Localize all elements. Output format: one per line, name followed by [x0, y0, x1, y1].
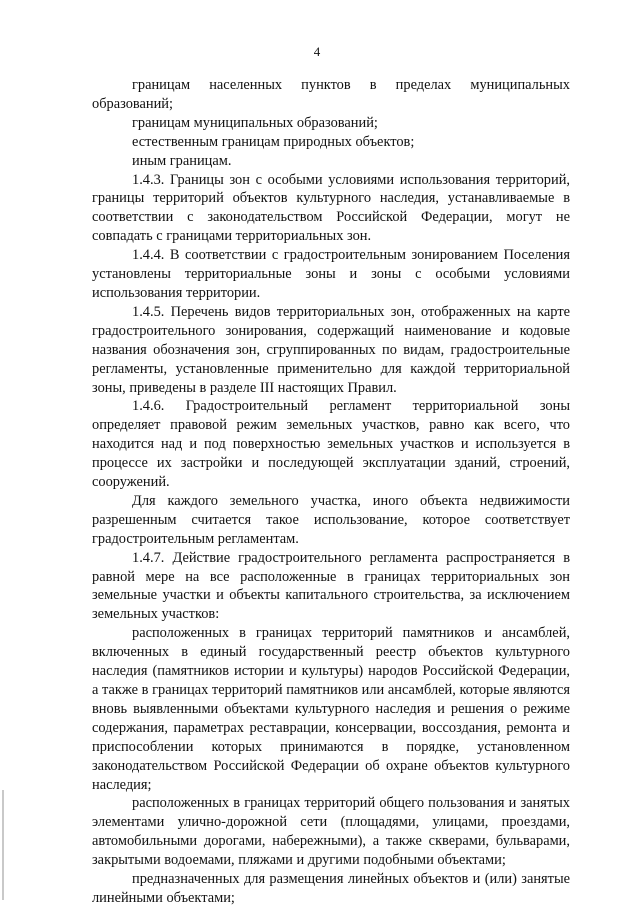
paragraph-1-4-4: 1.4.4. В соответствии с градостроительным зонированием Поселения установлены территориальные зоны и зоны с особыми условиями использования территории. [92, 247, 570, 301]
paragraph-3: естественным границам природных объектов; [132, 133, 415, 150]
document-body [92, 76, 570, 908]
paragraph-1-4-5: 1.4.5. Перечень видов территориальных зон, отображенных на карте градостроительного зонирования, содержащий наименование и кодовые названия обозначения зон, сгруппированных по видам, градостроительные регламенты, установленные применительно для каждой территориальной зоны, приведены в разделе III настоящих Правил. [92, 303, 570, 396]
paragraph-4: иным границам. [132, 152, 232, 169]
paragraph-monuments: расположенных в границах территорий памятников и ансамблей, включенных в единый государственный реестр объектов культурного наследия (памятников истории и культуры) народов Российской Федерации, а также в границах территорий памятников или ансамблей, которые являются вновь выявленными объектами культурного наследия и решения о режиме содержания, параметрах реставрации, консервации, воссоздания, ремонта и приспособлении которых принимаются в порядке, установленном законодательством Российской Федерации об охране объектов культурного наследия; [92, 625, 570, 793]
paragraph-land-plot: Для каждого земельного участка, иного объекта недвижимости разрешенным считается такое использование, которое соответствует градостроительным регламентам. [92, 492, 570, 547]
paragraph-1-4-3: 1.4.3. Границы зон с особыми условиями использования территорий, границы территорий объектов культурного наследия, устанавливаемые в соответствии с законодательством Российской Федерации, могут не совпадать с границами территориальных зон. [92, 171, 570, 245]
paragraph-1-4-6: 1.4.6. Градостроительный регламент территориальной зоны определяет правовой режим земельных участков, равно как всего, что находится над и под поверхностью земельных участков и используется в процессе их застройки и последующей эксплуатации зданий, строений, сооружений. [92, 398, 570, 491]
paragraph-2: границам муниципальных образований; [132, 114, 378, 131]
paragraph-public-territories: расположенных в границах территорий общего пользования и занятых элементами улично-дорожной сети (площадями, улицами, проездами, автомобильными дорогами, набережными), а также скверами, бульварами, закрытыми водоемами, пляжами и другими подобными объектами; [92, 795, 570, 869]
paragraph-1-4-7: 1.4.7. Действие градостроительного регламента распространяется в равной мере на все расположенные в границах территориальных зон земельные участки и объекты капитального строительства, за исключением земельных участков: [92, 549, 570, 623]
paragraph-1: границам населенных пунктов в пределах муниципальных образований; [92, 77, 570, 112]
paragraph-linear-objects: предназначенных для размещения линейных объектов и (или) занятые линейными объектами; [92, 871, 570, 906]
page-number: 4 [313, 44, 321, 59]
scan-edge-mark [2, 790, 4, 900]
